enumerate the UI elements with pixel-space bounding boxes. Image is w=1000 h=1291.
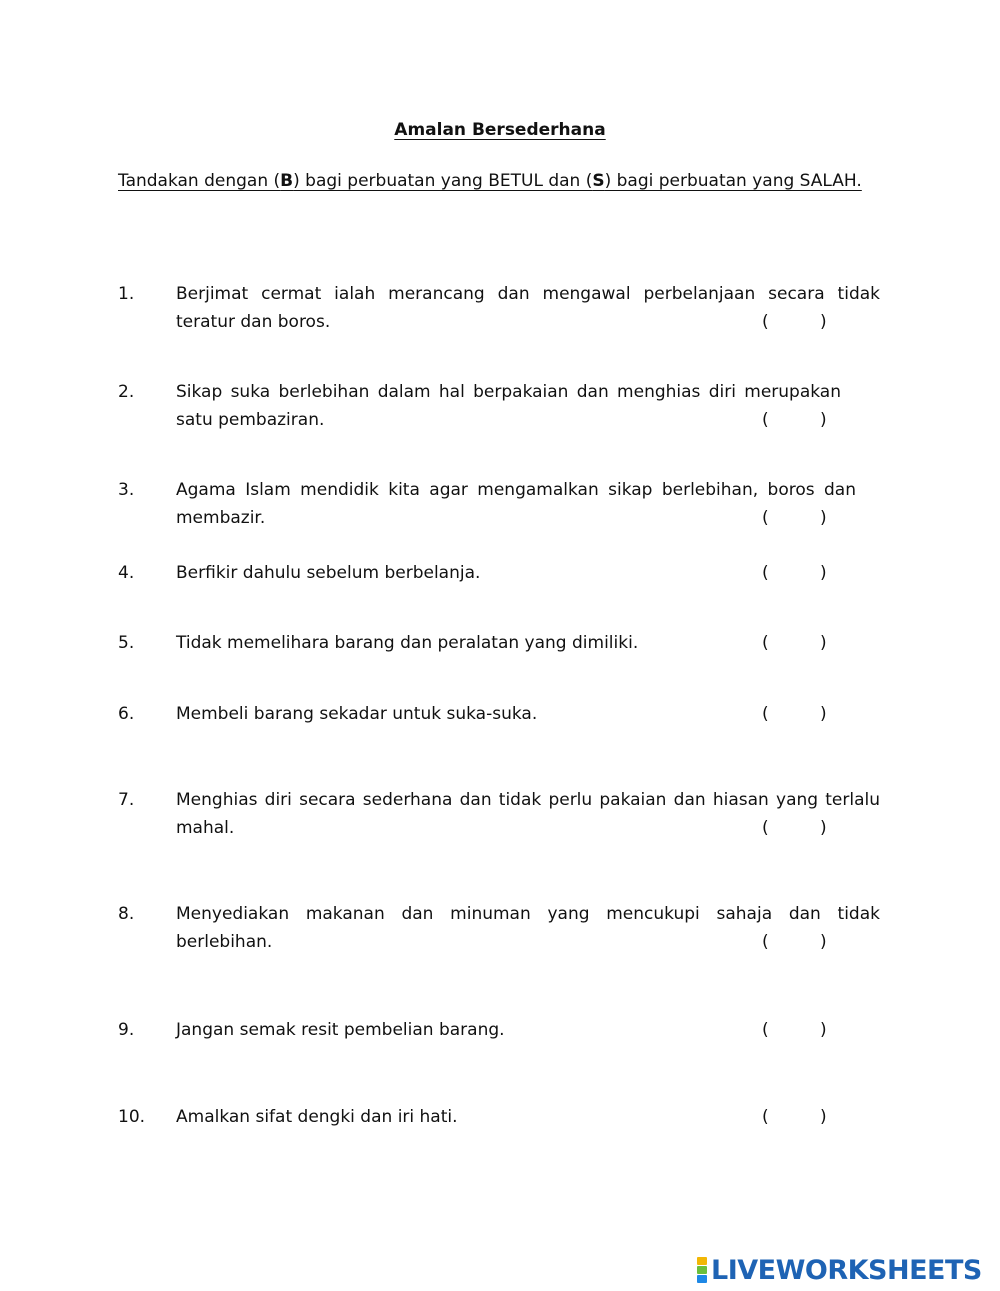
bracket-close: ) bbox=[820, 410, 827, 430]
bracket-open: ( bbox=[762, 1107, 769, 1127]
instruction-part-2: ) bagi perbuatan yang BETUL dan ( bbox=[293, 171, 593, 191]
bracket-close: ) bbox=[820, 508, 827, 528]
logo-block-blue bbox=[697, 1275, 707, 1283]
bracket-open: ( bbox=[762, 410, 769, 430]
question-text: Jangan semak resit pembelian barang. bbox=[176, 1020, 505, 1040]
bracket-open: ( bbox=[762, 932, 769, 952]
bracket-close: ) bbox=[820, 932, 827, 952]
question-number: 3. bbox=[118, 480, 135, 500]
question-text: Amalkan sifat dengki dan iri hati. bbox=[176, 1107, 458, 1127]
bracket-close: ) bbox=[820, 563, 827, 583]
question-text: Menghias diri secara sederhana dan tidak perlu pakaian dan hiasan yang terlalu mahal. bbox=[176, 790, 880, 838]
question-number: 9. bbox=[118, 1020, 135, 1040]
question-number: 4. bbox=[118, 563, 135, 583]
bracket-close: ) bbox=[820, 818, 827, 838]
bracket-open: ( bbox=[762, 1020, 769, 1040]
liveworksheets-logo-icon bbox=[697, 1257, 707, 1283]
logo-block-yellow bbox=[697, 1257, 707, 1265]
question-text: Menyediakan makanan dan minuman yang mencukupi sahaja dan tidak berlebihan. bbox=[176, 904, 880, 952]
bracket-close: ) bbox=[820, 312, 827, 332]
question-number: 10. bbox=[118, 1107, 146, 1127]
question-number: 5. bbox=[118, 633, 135, 653]
question-text: Tidak memelihara barang dan peralatan yang dimiliki. bbox=[176, 633, 639, 653]
instruction-s-label: S bbox=[592, 171, 605, 191]
logo-text: LIVEWORKSHEETS bbox=[711, 1254, 982, 1286]
bracket-open: ( bbox=[762, 633, 769, 653]
instruction-text bbox=[118, 166, 880, 196]
logo-block-green bbox=[697, 1266, 707, 1274]
question-number: 6. bbox=[118, 704, 135, 724]
bracket-open: ( bbox=[762, 704, 769, 724]
bracket-close: ) bbox=[820, 704, 827, 724]
bracket-open: ( bbox=[762, 563, 769, 583]
question-number: 2. bbox=[118, 382, 135, 402]
bracket-close: ) bbox=[820, 1020, 827, 1040]
bracket-close: ) bbox=[820, 633, 827, 653]
question-number: 7. bbox=[118, 790, 135, 810]
question-text: Berjimat cermat ialah merancang dan mengawal perbelanjaan secara tidak teratur dan boros. bbox=[176, 284, 880, 332]
question-text: Sikap suka berlebihan dalam hal berpakaian dan menghias diri merupakan satu pembaziran. bbox=[176, 382, 841, 430]
liveworksheets-logo bbox=[697, 1256, 982, 1284]
instruction-part-1: Tandakan dengan ( bbox=[118, 171, 281, 191]
worksheet-title: Amalan Bersederhana bbox=[394, 120, 606, 140]
bracket-close: ) bbox=[820, 1107, 827, 1127]
instruction-part-3: ) bagi perbuatan yang SALAH. bbox=[604, 171, 862, 191]
bracket-open: ( bbox=[762, 508, 769, 528]
bracket-open: ( bbox=[762, 818, 769, 838]
question-text: Berfikir dahulu sebelum berbelanja. bbox=[176, 563, 481, 583]
question-number: 8. bbox=[118, 904, 135, 924]
bracket-open: ( bbox=[762, 312, 769, 332]
question-number: 1. bbox=[118, 284, 135, 304]
instruction-b-label: B bbox=[280, 171, 294, 191]
question-text: Agama Islam mendidik kita agar mengamalkan sikap berlebihan, boros dan membazir. bbox=[176, 480, 856, 528]
question-text: Membeli barang sekadar untuk suka-suka. bbox=[176, 704, 538, 724]
